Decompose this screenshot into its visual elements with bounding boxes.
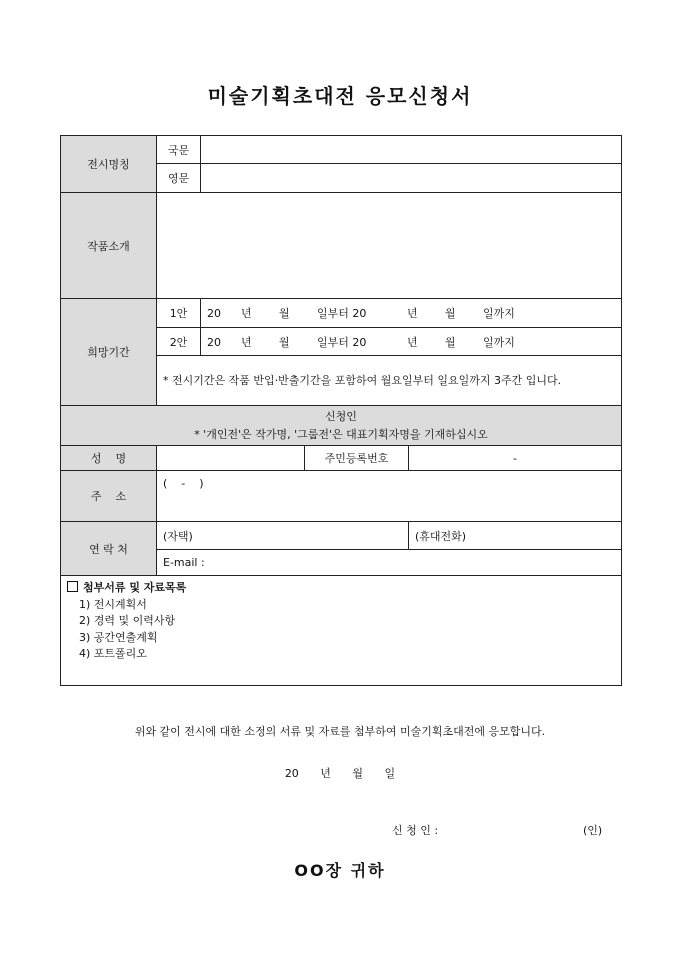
recipient: OO장 귀하 — [294, 861, 386, 880]
documents-heading: 첨부서류 및 자료목록 — [67, 580, 615, 597]
document-item: 4) 포트폴리오 — [79, 647, 147, 660]
applicant-signature-label: 신 청 인 : — [392, 824, 439, 837]
document-item: 3) 공간연출계획 — [79, 630, 158, 644]
name-field[interactable] — [157, 446, 305, 471]
application-form-table — [60, 135, 622, 686]
document-item: 2) 경력 및 이력사항 — [79, 614, 176, 627]
work-intro-field[interactable] — [157, 193, 622, 299]
address-label: 주 소 — [61, 471, 157, 522]
email-field[interactable]: E-mail : — [157, 550, 622, 576]
english-name-field[interactable] — [201, 164, 622, 193]
period-option1-label: 1안 — [157, 299, 201, 328]
home-phone-field[interactable]: (자택) — [157, 522, 409, 550]
applicant-section-note: * '개인전'은 작가명, '그룹전'은 대표기획자명을 기재하십시오 — [194, 427, 488, 441]
period-option2-field[interactable]: 20 년 월 일부터 20 년 월 일까지 — [201, 328, 622, 356]
form-title: 미술기획초대전 응모신청서 — [207, 84, 473, 108]
applicant-section-title: 신청인 — [325, 409, 357, 423]
id-number-label: 주민등록번호 — [305, 446, 409, 471]
application-statement: 위와 같이 전시에 대한 소정의 서류 및 자료를 첨부하여 미술기획초대전에 응모합니다. — [134, 725, 546, 738]
period-label: 희망기간 — [61, 299, 157, 406]
document-item: 1) 전시계획서 — [79, 597, 147, 611]
seal-mark: (인) — [583, 824, 603, 837]
contact-label: 연 락 처 — [61, 522, 157, 576]
applicant-section-header — [61, 406, 622, 446]
mobile-phone-field[interactable]: (휴대전화) — [409, 522, 622, 550]
name-label: 성 명 — [61, 446, 157, 471]
address-field[interactable]: ( - ) — [157, 471, 622, 522]
period-note: * 전시기간은 작품 반입·반출기간을 포함하여 월요일부터 일요일까지 3주간 입니다. — [157, 356, 622, 406]
id-number-field[interactable]: - — [409, 446, 622, 471]
korean-name-label: 국문 — [157, 136, 201, 164]
english-name-label: 영문 — [157, 164, 201, 193]
documents-section — [61, 576, 622, 686]
work-intro-label: 작품소개 — [61, 193, 157, 299]
exhibition-name-label: 전시명칭 — [61, 136, 157, 193]
korean-name-field[interactable] — [201, 136, 622, 164]
application-date: 20 년 월 일 — [284, 767, 396, 780]
checkbox-icon — [67, 581, 78, 592]
period-option2-label: 2안 — [157, 328, 201, 356]
period-option1-field[interactable]: 20 년 월 일부터 20 년 월 일까지 — [201, 299, 622, 328]
